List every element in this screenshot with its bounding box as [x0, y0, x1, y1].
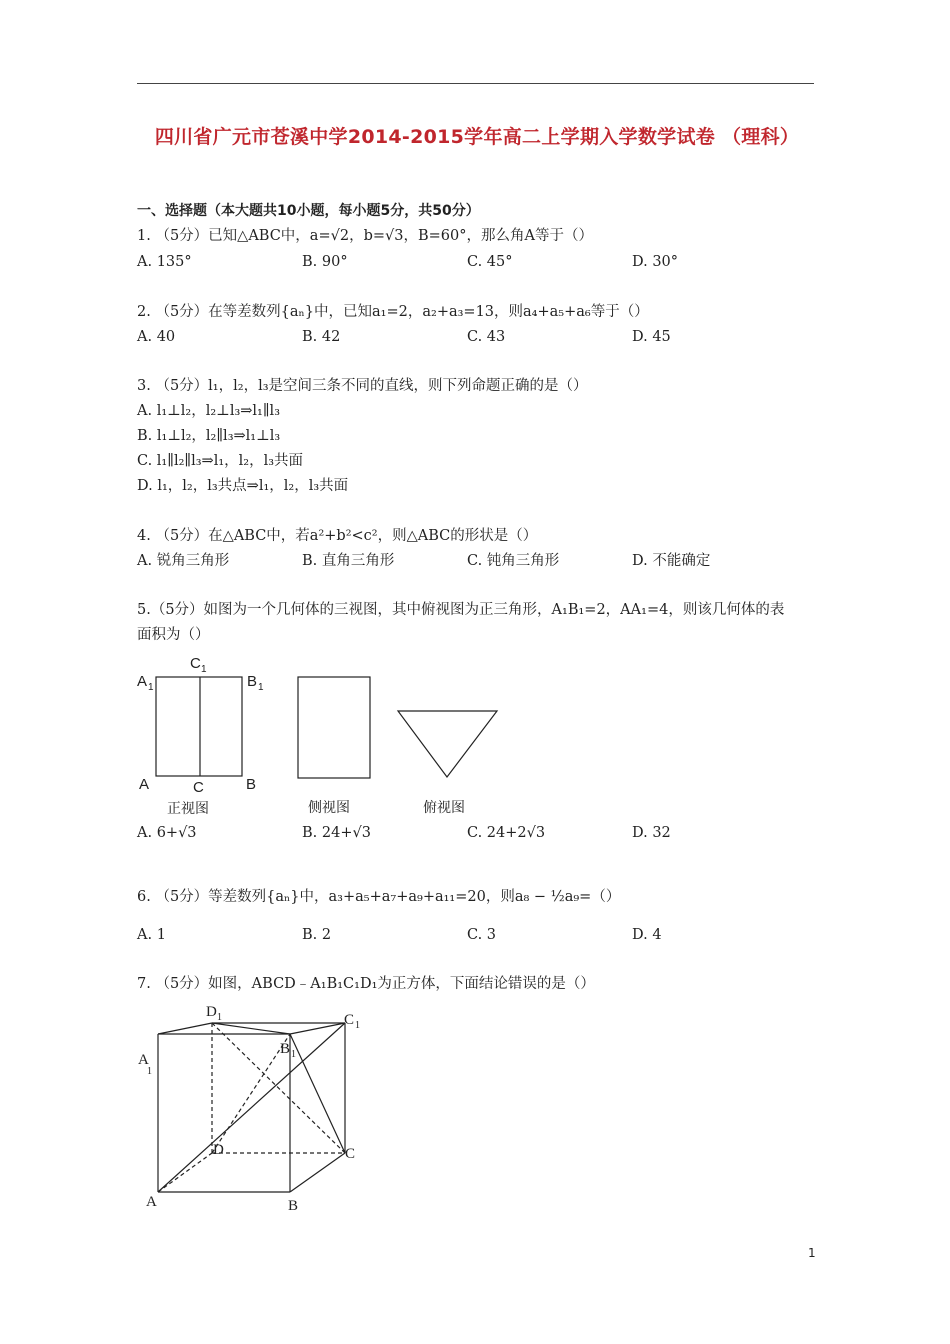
label-c1-sub: 1: [201, 664, 207, 675]
q3-option-d: D. l₁，l₂，l₃共点⇒l₁，l₂，l₃共面: [137, 478, 349, 494]
label-c1: C: [190, 655, 201, 672]
top-view: [398, 711, 497, 777]
label-b1-sub: 1: [258, 682, 264, 693]
q6-option-a: A. 1: [137, 927, 166, 943]
q2-option-a: A. 40: [137, 329, 176, 345]
q6-option-c: C. 3: [467, 927, 497, 943]
cube-label-b1: B: [280, 1041, 291, 1057]
label-b: B: [246, 776, 257, 793]
section-heading: 一、选择题（本大题共10小题，每小题5分，共50分）: [137, 203, 480, 219]
q1-option-a: A. 135°: [137, 254, 192, 270]
cube-label-c1-sub: 1: [355, 1020, 360, 1031]
top-view-label: 俯视图: [423, 800, 465, 816]
q4-option-d: D. 不能确定: [632, 553, 711, 569]
q4-option-a: A. 锐角三角形: [137, 553, 230, 569]
q3-option-a: A. l₁⊥l₂，l₂⊥l₃⇒l₁∥l₃: [137, 403, 281, 419]
question-7-stem: 7. （5分）如图，ABCD﹣A₁B₁C₁D₁为正方体，下面结论错误的是（）: [137, 976, 595, 992]
q2-option-b: B. 42: [302, 329, 341, 345]
side-view-label: 侧视图: [308, 800, 350, 816]
cube-figure: [130, 998, 380, 1218]
question-1-stem: 1. （5分）已知△ABC中，a=√2，b=√3，B=60°，那么角A等于（）: [137, 228, 593, 244]
question-6-stem: 6. （5分）等差数列{aₙ}中，a₃+a₅+a₇+a₉+a₁₁=20，则a₈ − ½a₉=（）: [137, 889, 621, 905]
cube-label-d1: D: [206, 1004, 217, 1020]
front-view-label: 正视图: [167, 801, 209, 817]
page-number: 1: [808, 1246, 816, 1260]
label-a1: A: [137, 673, 148, 690]
cube-label-c: C: [345, 1146, 356, 1162]
cube-label-d1-sub: 1: [217, 1012, 222, 1023]
q1-option-c: C. 45°: [467, 254, 513, 270]
label-b1: B: [247, 673, 258, 690]
q3-option-b: B. l₁⊥l₂，l₂∥l₃⇒l₁⊥l₃: [137, 428, 281, 444]
q6-option-b: B. 2: [302, 927, 332, 943]
question-2-stem: 2. （5分）在等差数列{aₙ}中，已知a₁=2，a₂+a₃=13，则a₄+a₅+a₆等于（）: [137, 304, 649, 320]
cube-label-a: A: [146, 1194, 157, 1210]
label-a: A: [139, 776, 150, 793]
q1-option-d: D. 30°: [632, 254, 679, 270]
cube-label-b1-sub: 1: [291, 1049, 296, 1060]
label-a1-sub: 1: [148, 682, 154, 693]
front-view: [156, 677, 242, 776]
label-c: C: [193, 779, 204, 796]
question-5-stem-line2: 面积为（）: [137, 627, 210, 643]
q2-option-c: C. 43: [467, 329, 506, 345]
question-5-stem-line1: 5.（5分）如图为一个几何体的三视图，其中俯视图为正三角形，A₁B₁=2，AA₁=4，则该几何体的表: [137, 602, 785, 618]
q1-option-b: B. 90°: [302, 254, 348, 270]
q5-option-d: D. 32: [632, 825, 671, 841]
cube-label-b: B: [288, 1198, 299, 1214]
q4-option-c: C. 钝角三角形: [467, 553, 560, 569]
cube-label-a1-sub: 1: [147, 1066, 152, 1077]
exam-title: 四川省广元市苍溪中学2014-2015学年高二上学期入学数学试卷 （理科）: [154, 126, 800, 148]
cube-label-d: D: [213, 1142, 224, 1158]
q5-option-b: B. 24+√3: [302, 825, 371, 841]
side-view: [298, 677, 370, 778]
cube-label-a1: A: [138, 1052, 149, 1068]
cube-label-c1: C: [344, 1012, 355, 1028]
q6-option-d: D. 4: [632, 927, 662, 943]
q5-option-a: A. 6+√3: [137, 825, 197, 841]
three-view-figure: [135, 650, 505, 820]
question-3-stem: 3. （5分）l₁，l₂，l₃是空间三条不同的直线，则下列命题正确的是（）: [137, 378, 588, 394]
q3-option-c: C. l₁∥l₂∥l₃⇒l₁，l₂，l₃共面: [137, 453, 304, 469]
question-4-stem: 4. （5分）在△ABC中，若a²+b²<c²，则△ABC的形状是（）: [137, 528, 538, 544]
q4-option-b: B. 直角三角形: [302, 553, 395, 569]
q2-option-d: D. 45: [632, 329, 671, 345]
header-rule: [137, 83, 814, 84]
q5-option-c: C. 24+2√3: [467, 825, 546, 841]
